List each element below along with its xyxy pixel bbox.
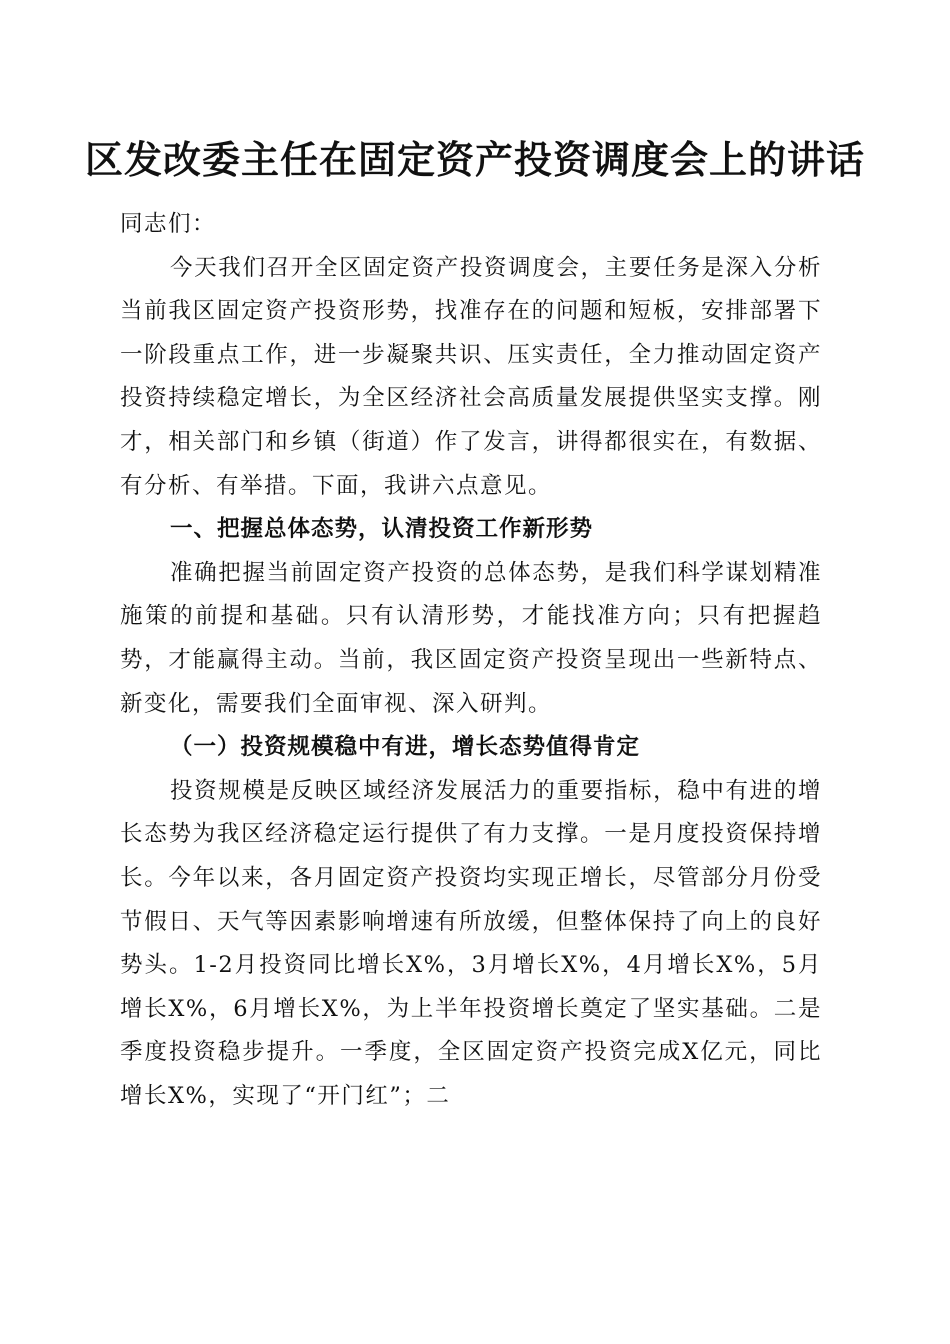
document-body — [120, 203, 822, 1118]
subsection-heading-1: （一）投资规模稳中有进，增长态势值得肯定 — [170, 734, 641, 761]
document-title: 区发改委主任在固定资产投资调度会上的讲话 — [84, 137, 865, 182]
body-paragraph-investment-scale: 投资规模是反映区域经济发展活力的重要指标，稳中有进的增长态势为我区经济稳定运行提供了有力支撑。一是月度投资保持增长。今年以来，各月固定资产投资均实现正增长，尽管部分月份受节假日、天气等因素影响增速有所放缓，但整体保持了向上的良好势头。1-2月投资同比增长X%，3月增长X%，4月增长X%，5月增长X%，6月增长X%，为上半年投资增长奠定了坚实基础。二是季度投资稳步提升。一季度，全区固定资产投资完成X亿元，同比增长X%，实现了“开门红”；二 — [120, 777, 822, 1109]
salutation: 同志们： — [120, 211, 217, 237]
body-paragraph-situation: 准确把握当前固定资产投资的总体态势，是我们科学谋划精准施策的前提和基础。只有认清形势，才能找准方向；只有把握趋势，才能赢得主动。当前，我区固定资产投资呈现出一些新特点、新变化，需要我们全面审视、深入研判。 — [120, 559, 822, 717]
body-paragraph-intro: 今天我们召开全区固定资产投资调度会，主要任务是深入分析当前我区固定资产投资形势，找准存在的问题和短板，安排部署下一阶段重点工作，进一步凝聚共识、压实责任，全力推动固定资产投资持续稳定增长，为全区经济社会高质量发展提供坚实支撑。刚才，相关部门和乡镇（街道）作了发言，讲得都很实在，有数据、有分析、有举措。下面，我讲六点意见。 — [120, 254, 822, 499]
section-heading-1: 一、把握总体态势，认清投资工作新形势 — [170, 516, 594, 543]
